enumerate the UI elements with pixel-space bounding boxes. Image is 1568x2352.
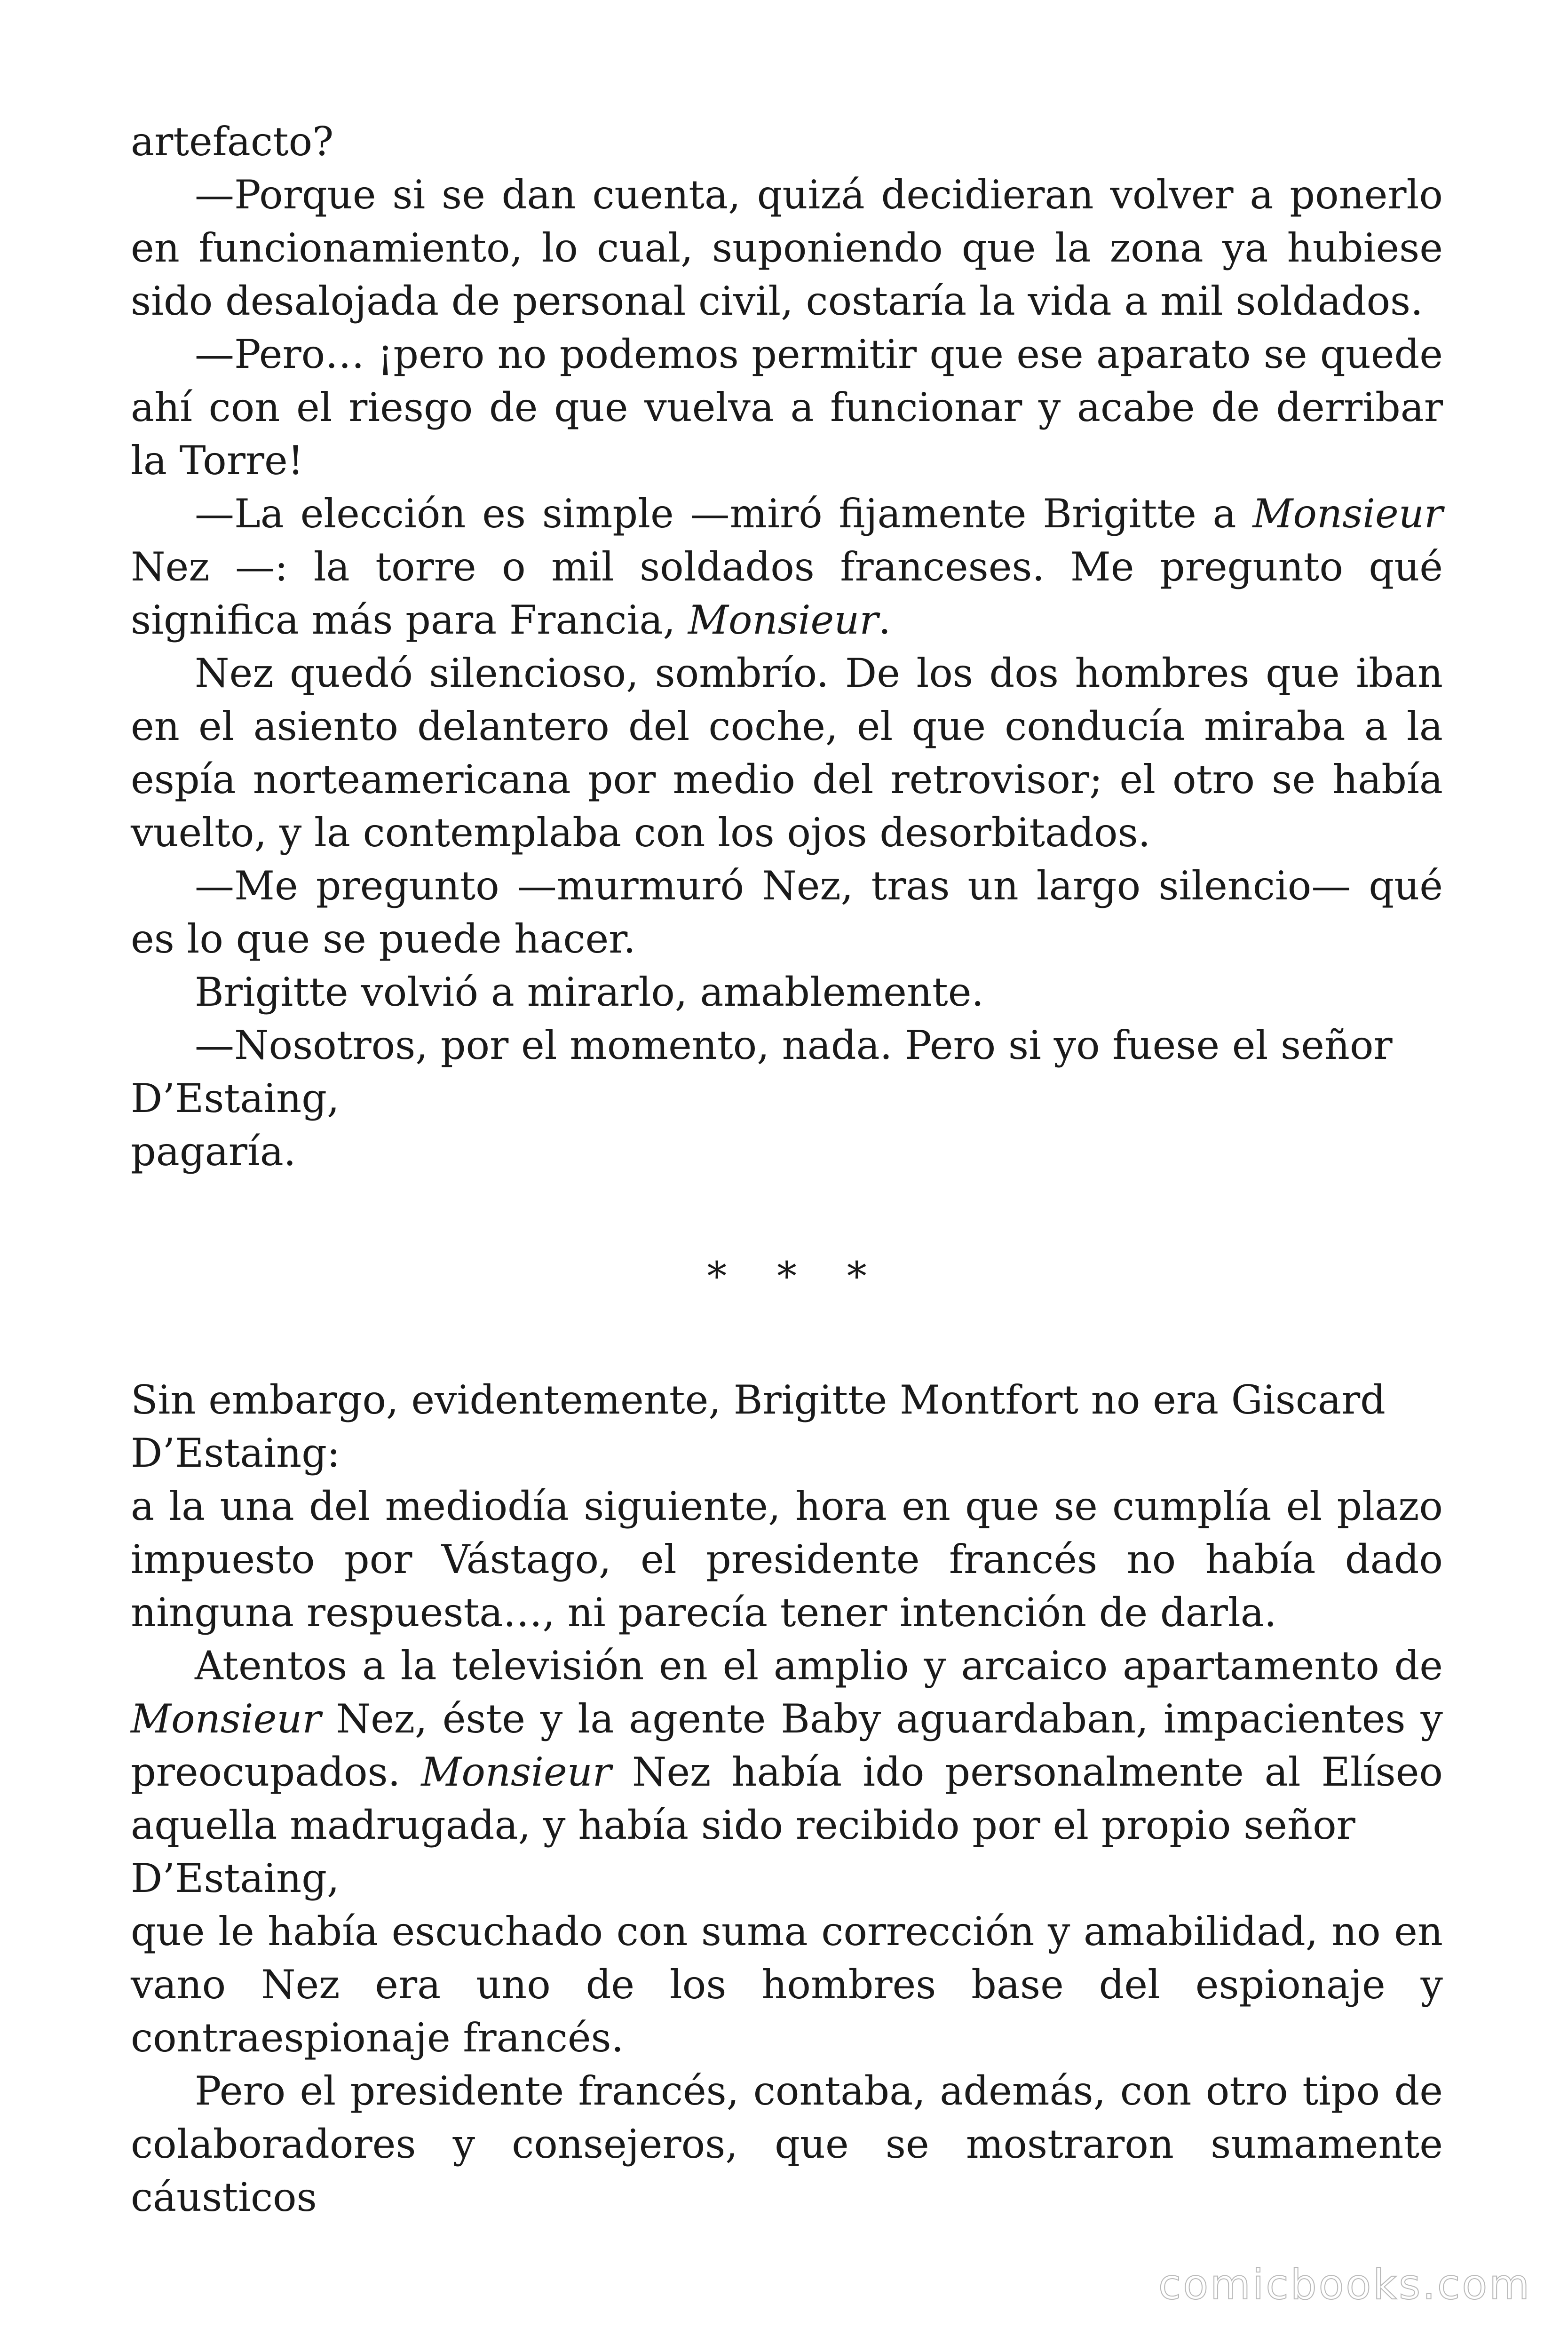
paragraph-10-line-2: D’Estaing, [131,1855,340,1901]
paragraph-7: Brigitte volvió a mirarlo, amablemente. [195,969,984,1015]
paragraph-8-line-3: pagaría. [131,1128,296,1175]
paragraph-4-text-c: Nez —: la torre o mil soldados franceses. Me pregunto qué significa más para Francia, [131,544,1443,643]
paragraph-4-italic-b: Monsieur [1252,491,1443,537]
paragraph-10-italic-b: Monsieur [131,1696,321,1742]
paragraph-10-italic-d: Monsieur [421,1749,611,1795]
spacer [131,1178,1443,1250]
page-body [131,115,1443,2224]
paragraph-4-text-a: —La elección es simple —miró fijamente Brigitte a [195,491,1253,537]
paragraph-8-line-2: D’Estaing, [131,1075,340,1121]
paragraph-9-line-1: Sin embargo, evidentemente, Brigitte Montfort no era Giscard [131,1377,1386,1423]
paragraph-4 [131,487,1443,647]
paragraph-3: —Pero… ¡pero no podemos permitir que ese aparato se quede ahí con el riesgo de que vuelva a funcionar y acabe de derribar la Torre! [131,331,1443,484]
paragraph-6: —Me pregunto —murmuró Nez, tras un largo silencio— qué es lo que se puede hacer. [131,863,1443,962]
paragraph-5: Nez quedó silencioso, sombrío. De los dos hombres que iban en el asiento delantero del coche, el que conducía miraba a la espía norteamericana por medio del retrovisor; el otro se había vuelto, y la contemplaba con los ojos desorbitados. [131,650,1443,856]
paragraph-10 [131,1639,1443,1852]
paragraph-10-text-c: Nez, éste y la agente Baby aguardaban, impacientes y preocupados. [131,1696,1443,1795]
paragraph-2: —Porque si se dan cuenta, quizá decidieran volver a ponerlo en funcionamiento, lo cual, suponiendo que la zona ya hubiese sido desalojada de personal civil, costaría la vida a mil soldados. [131,172,1443,324]
paragraph-10-text-e: Nez había ido personalmente al Elíseo aquella madrugada, y había sido recibido por el propio señor [131,1749,1443,1848]
watermark-logo: comicbooks.com [1158,2260,1531,2309]
paragraph-4-text-e: . [878,597,891,643]
paragraph-8-line-1: —Nosotros, por el momento, nada. Pero si yo fuese el señor [195,1022,1393,1068]
paragraph-4-italic-d: Monsieur [688,597,879,643]
paragraph-1: artefacto? [131,119,334,165]
paragraph-9-line-2: D’Estaing: [131,1430,341,1476]
paragraph-10-line-3: que le había escuchado con suma corrección y amabilidad, no en vano Nez era uno de los hombres base del espionaje y contraespionaje francés. [131,1908,1443,2061]
spacer [131,1303,1443,1374]
paragraph-11: Pero el presidente francés, contaba, además, con otro tipo de colaboradores y consejeros, que se mostraron sumamente cáusticos [131,2068,1443,2220]
section-separator: * * * [707,1253,886,1299]
paragraph-10-text-a: Atentos a la televisión en el amplio y arcaico apartamento de [195,1643,1443,1689]
paragraph-9-line-3: a la una del mediodía siguiente, hora en que se cumplía el plazo impuesto por Vástago, el presidente francés no había dado ninguna respuesta…, ni parecía tener intención de darla. [131,1483,1443,1636]
